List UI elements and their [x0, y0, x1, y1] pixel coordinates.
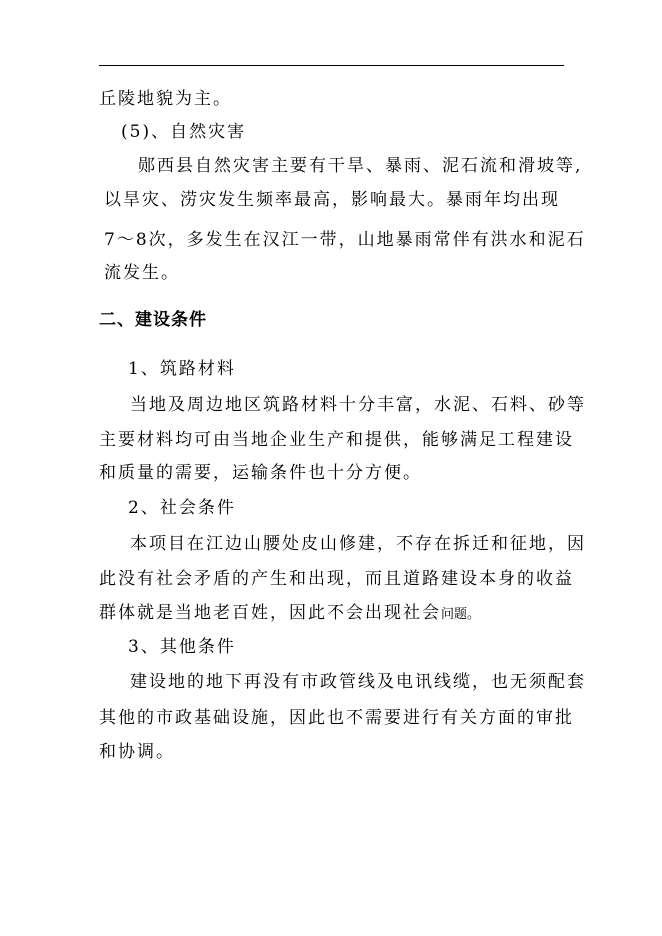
text-line: 丘陵地貌为主。 [99, 89, 232, 109]
text-segment: 群体就是当地老百姓，因此不会出现社会 [99, 603, 441, 623]
text-line: 当地及周边地区筑路材料十分丰富，水泥、石料、砂等 [130, 395, 586, 415]
subsection-title: 1、筑路材料 [128, 359, 236, 379]
text-line: 郧西县自然灾害主要有干旱、暴雨、泥石流和滑坡等, [138, 156, 583, 176]
header-rule [99, 65, 564, 66]
text-line: 7～8次，多发生在汉江一带，山地暴雨常伴有洪水和泥石 [104, 230, 586, 250]
text-line: 和协调。 [99, 742, 175, 762]
text-segment: 问题。 [441, 607, 481, 622]
text-line: 以旱灾、涝灾发生频率最高，影响最大。暴雨年均出现 [104, 190, 560, 210]
text-line: 和质量的需要，运输条件也十分方便。 [99, 463, 422, 483]
text-line: 流发生。 [104, 263, 180, 283]
subsection-title: (5)、自然灾害 [121, 122, 247, 142]
text-line: 其他的市政基础设施，因此也不需要进行有关方面的审批 [99, 708, 574, 728]
text-line: 本项目在江边山腰处皮山修建，不存在拆迁和征地，因 [130, 534, 586, 554]
text-line: 此没有社会矛盾的产生和出现，而且道路建设本身的收益 [99, 569, 574, 589]
text-line: 主要材料均可由当地企业生产和提供，能够满足工程建设 [99, 430, 574, 450]
text-line [99, 601, 480, 627]
section-heading: 二、建设条件 [99, 310, 207, 330]
subsection-title: 2、社会条件 [128, 498, 236, 518]
subsection-title: 3、其他条件 [128, 637, 236, 657]
text-line: 建设地的地下再没有市政管线及电讯线缆，也无须配套 [130, 672, 586, 692]
